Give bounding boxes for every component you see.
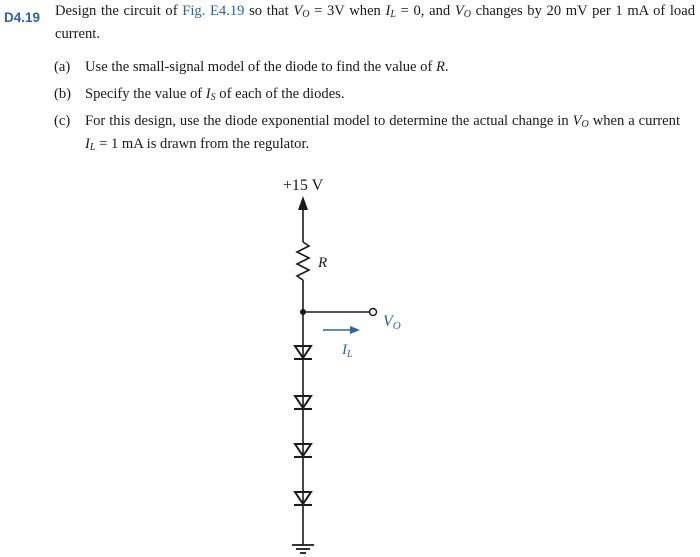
part-a: (a) Use the small-signal model of the diode to find the value of R. (54, 59, 449, 75)
part-c: (c) For this design, use the diode exponential model to determine the actual change in $V_O$ when a current $I_L = 1$ mA is drawn from the regulator. (54, 113, 681, 153)
ground-icon (292, 545, 314, 553)
figure-reference-link[interactable]: Fig. E4.19 (182, 3, 245, 19)
load-current-arrow-icon (350, 326, 360, 334)
output-terminal (370, 309, 377, 316)
supply-arrow-icon (298, 196, 308, 210)
resistor-icon (297, 242, 309, 280)
resistor-label: R (318, 255, 328, 271)
load-current-label: $I_L$ (342, 342, 353, 360)
problem-number: D4.19 (4, 10, 41, 25)
supply-label: +15 V (282, 177, 324, 194)
problem-statement: Design the circuit of Fig. E4.19 so that $V_O = 3V$ when $I_L = 0$, and $V_O$ changes by 20 mV per 1 mA of load current. (55, 3, 696, 42)
part-b: (b) Specify the value of $I_S$ of each of the diodes. (54, 86, 345, 103)
output-voltage-label: VO (383, 313, 401, 332)
